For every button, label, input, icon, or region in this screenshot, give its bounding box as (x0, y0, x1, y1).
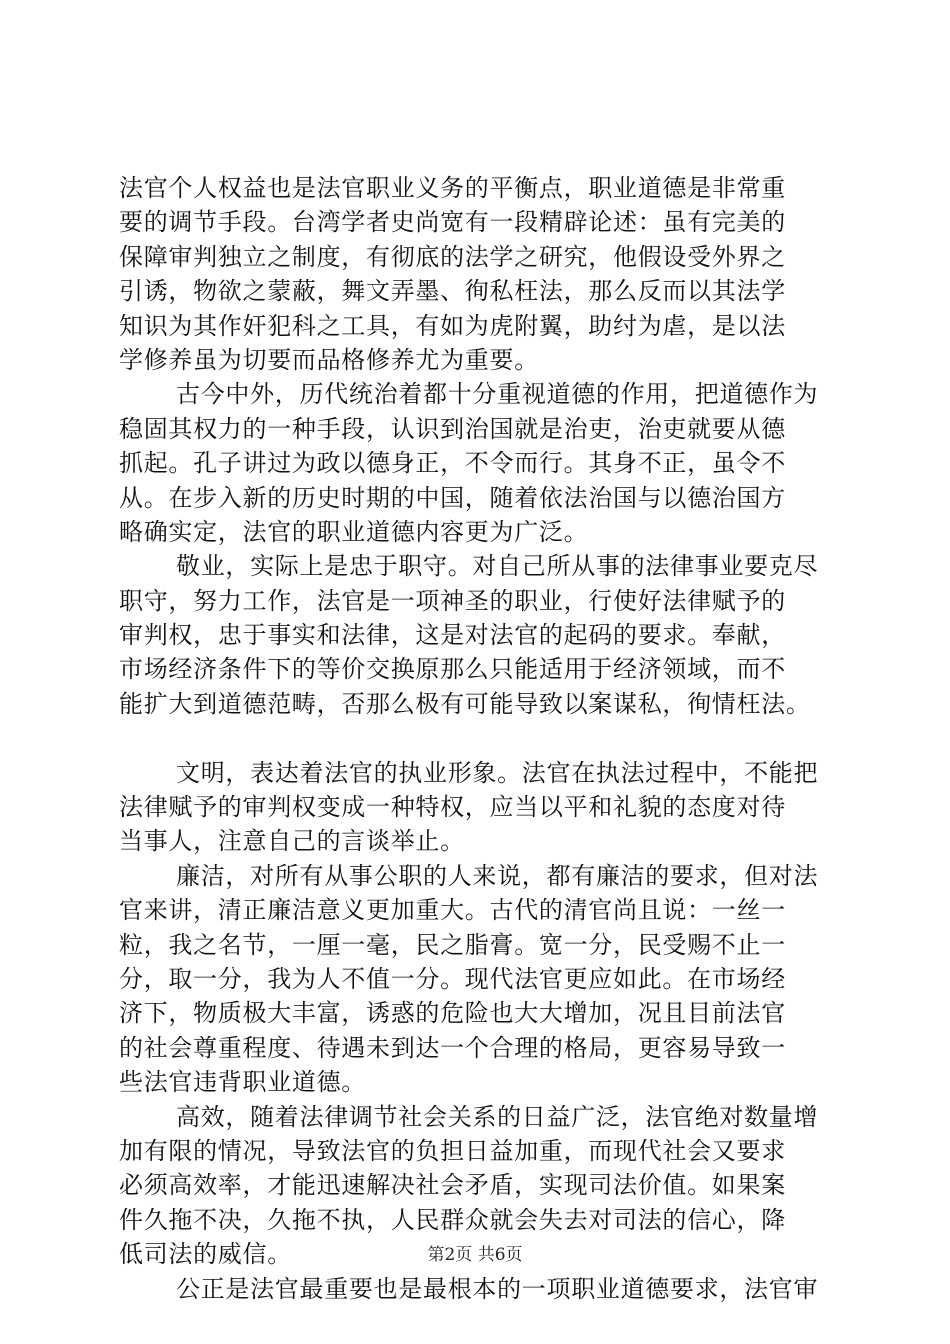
text-line: 从。在步入新的历史时期的中国，随着依法治国与以德治国方 (119, 483, 786, 512)
text-line: 官来讲，清正廉洁意义更加重大。古代的清官尚且说：一丝一 (119, 896, 786, 925)
text-line: 略确实定，法官的职业道德内容更为广泛。 (119, 517, 589, 546)
text-line: 职守，努力工作，法官是一项神圣的职业，行使好法律赋予的 (119, 586, 786, 615)
text-line: 能扩大到道德范畴，否那么极有可能导致以案谋私，徇情枉法。 (119, 689, 811, 718)
text-line: 件久拖不决，久拖不执，人民群众就会失去对司法的信心，降 (119, 1205, 786, 1234)
text-line: 必须高效率，才能迅速解决社会矛盾，实现司法价值。如果案 (119, 1171, 786, 1200)
paragraph-first-line: 敬业，实际上是忠于职守。对自己所从事的法律事业要克尽 (176, 552, 819, 581)
paragraph-first-line: 古今中外，历代统治着都十分重视道德的作用，把道德作为 (176, 380, 819, 409)
text-line: 的社会尊重程度、待遇未到达一个合理的格局，更容易导致一 (119, 1033, 786, 1062)
text-line: 些法官违背职业道德。 (119, 1068, 366, 1097)
paragraph-first-line: 廉洁，对所有从事公职的人来说，都有廉洁的要求，但对法 (176, 861, 819, 890)
text-line: 法官个人权益也是法官职业义务的平衡点，职业道德是非常重 (119, 174, 786, 202)
text-line: 低司法的威信。 (119, 1240, 292, 1269)
text-line: 分，取一分，我为人不值一分。现代法官更应如此。在市场经 (119, 964, 786, 993)
text-line: 要的调节手段。台湾学者史尚宽有一段精辟论述：虽有完美的 (119, 208, 786, 237)
text-line: 学修养虽为切要而品格修养尤为重要。 (119, 345, 539, 374)
text-line: 知识为其作奸犯科之工具，有如为虎附翼，助纣为虐，是以法 (119, 311, 786, 340)
text-line: 粒，我之名节，一厘一毫，民之脂膏。宽一分，民受赐不止一 (119, 930, 786, 959)
text-line: 引诱，物欲之蒙蔽，舞文弄墨、徇私枉法，那么反而以其法学 (119, 277, 786, 306)
text-line: 当事人，注意自己的言谈举止。 (119, 827, 465, 856)
text-line: 抓起。孔子讲过为政以德身正，不令而行。其身不正，虽令不 (119, 449, 786, 478)
text-line: 审判权，忠于事实和法律，这是对法官的起码的要求。奉献， (119, 621, 786, 650)
blank-line (119, 721, 839, 755)
paragraph-first-line: 公正是法官最重要也是最根本的一项职业道德要求，法官审 (176, 1274, 819, 1303)
text-line: 稳固其权力的一种手段，认识到治国就是治吏，治吏就要从德 (119, 414, 786, 443)
page-footer: 第2页 共6页 (427, 1245, 523, 1265)
document-body (119, 171, 839, 1306)
text-line: 济下，物质极大丰富，诱惑的危险也大大增加，况且目前法官 (119, 999, 786, 1028)
text-line: 保障审判独立之制度，有彻底的法学之研究，他假设受外界之 (119, 242, 786, 271)
text-line: 加有限的情况，导致法官的负担日益加重，而现代社会又要求 (119, 1136, 786, 1165)
paragraph-first-line: 高效，随着法律调节社会关系的日益广泛，法官绝对数量增 (176, 1102, 819, 1131)
paragraph-first-line: 文明，表达着法官的执业形象。法官在执法过程中，不能把 (176, 758, 819, 787)
text-line: 法律赋予的审判权变成一种特权，应当以平和礼貌的态度对待 (119, 793, 786, 822)
text-line: 市场经济条件下的等价交换原那么只能适用于经济领域，而不 (119, 655, 786, 684)
